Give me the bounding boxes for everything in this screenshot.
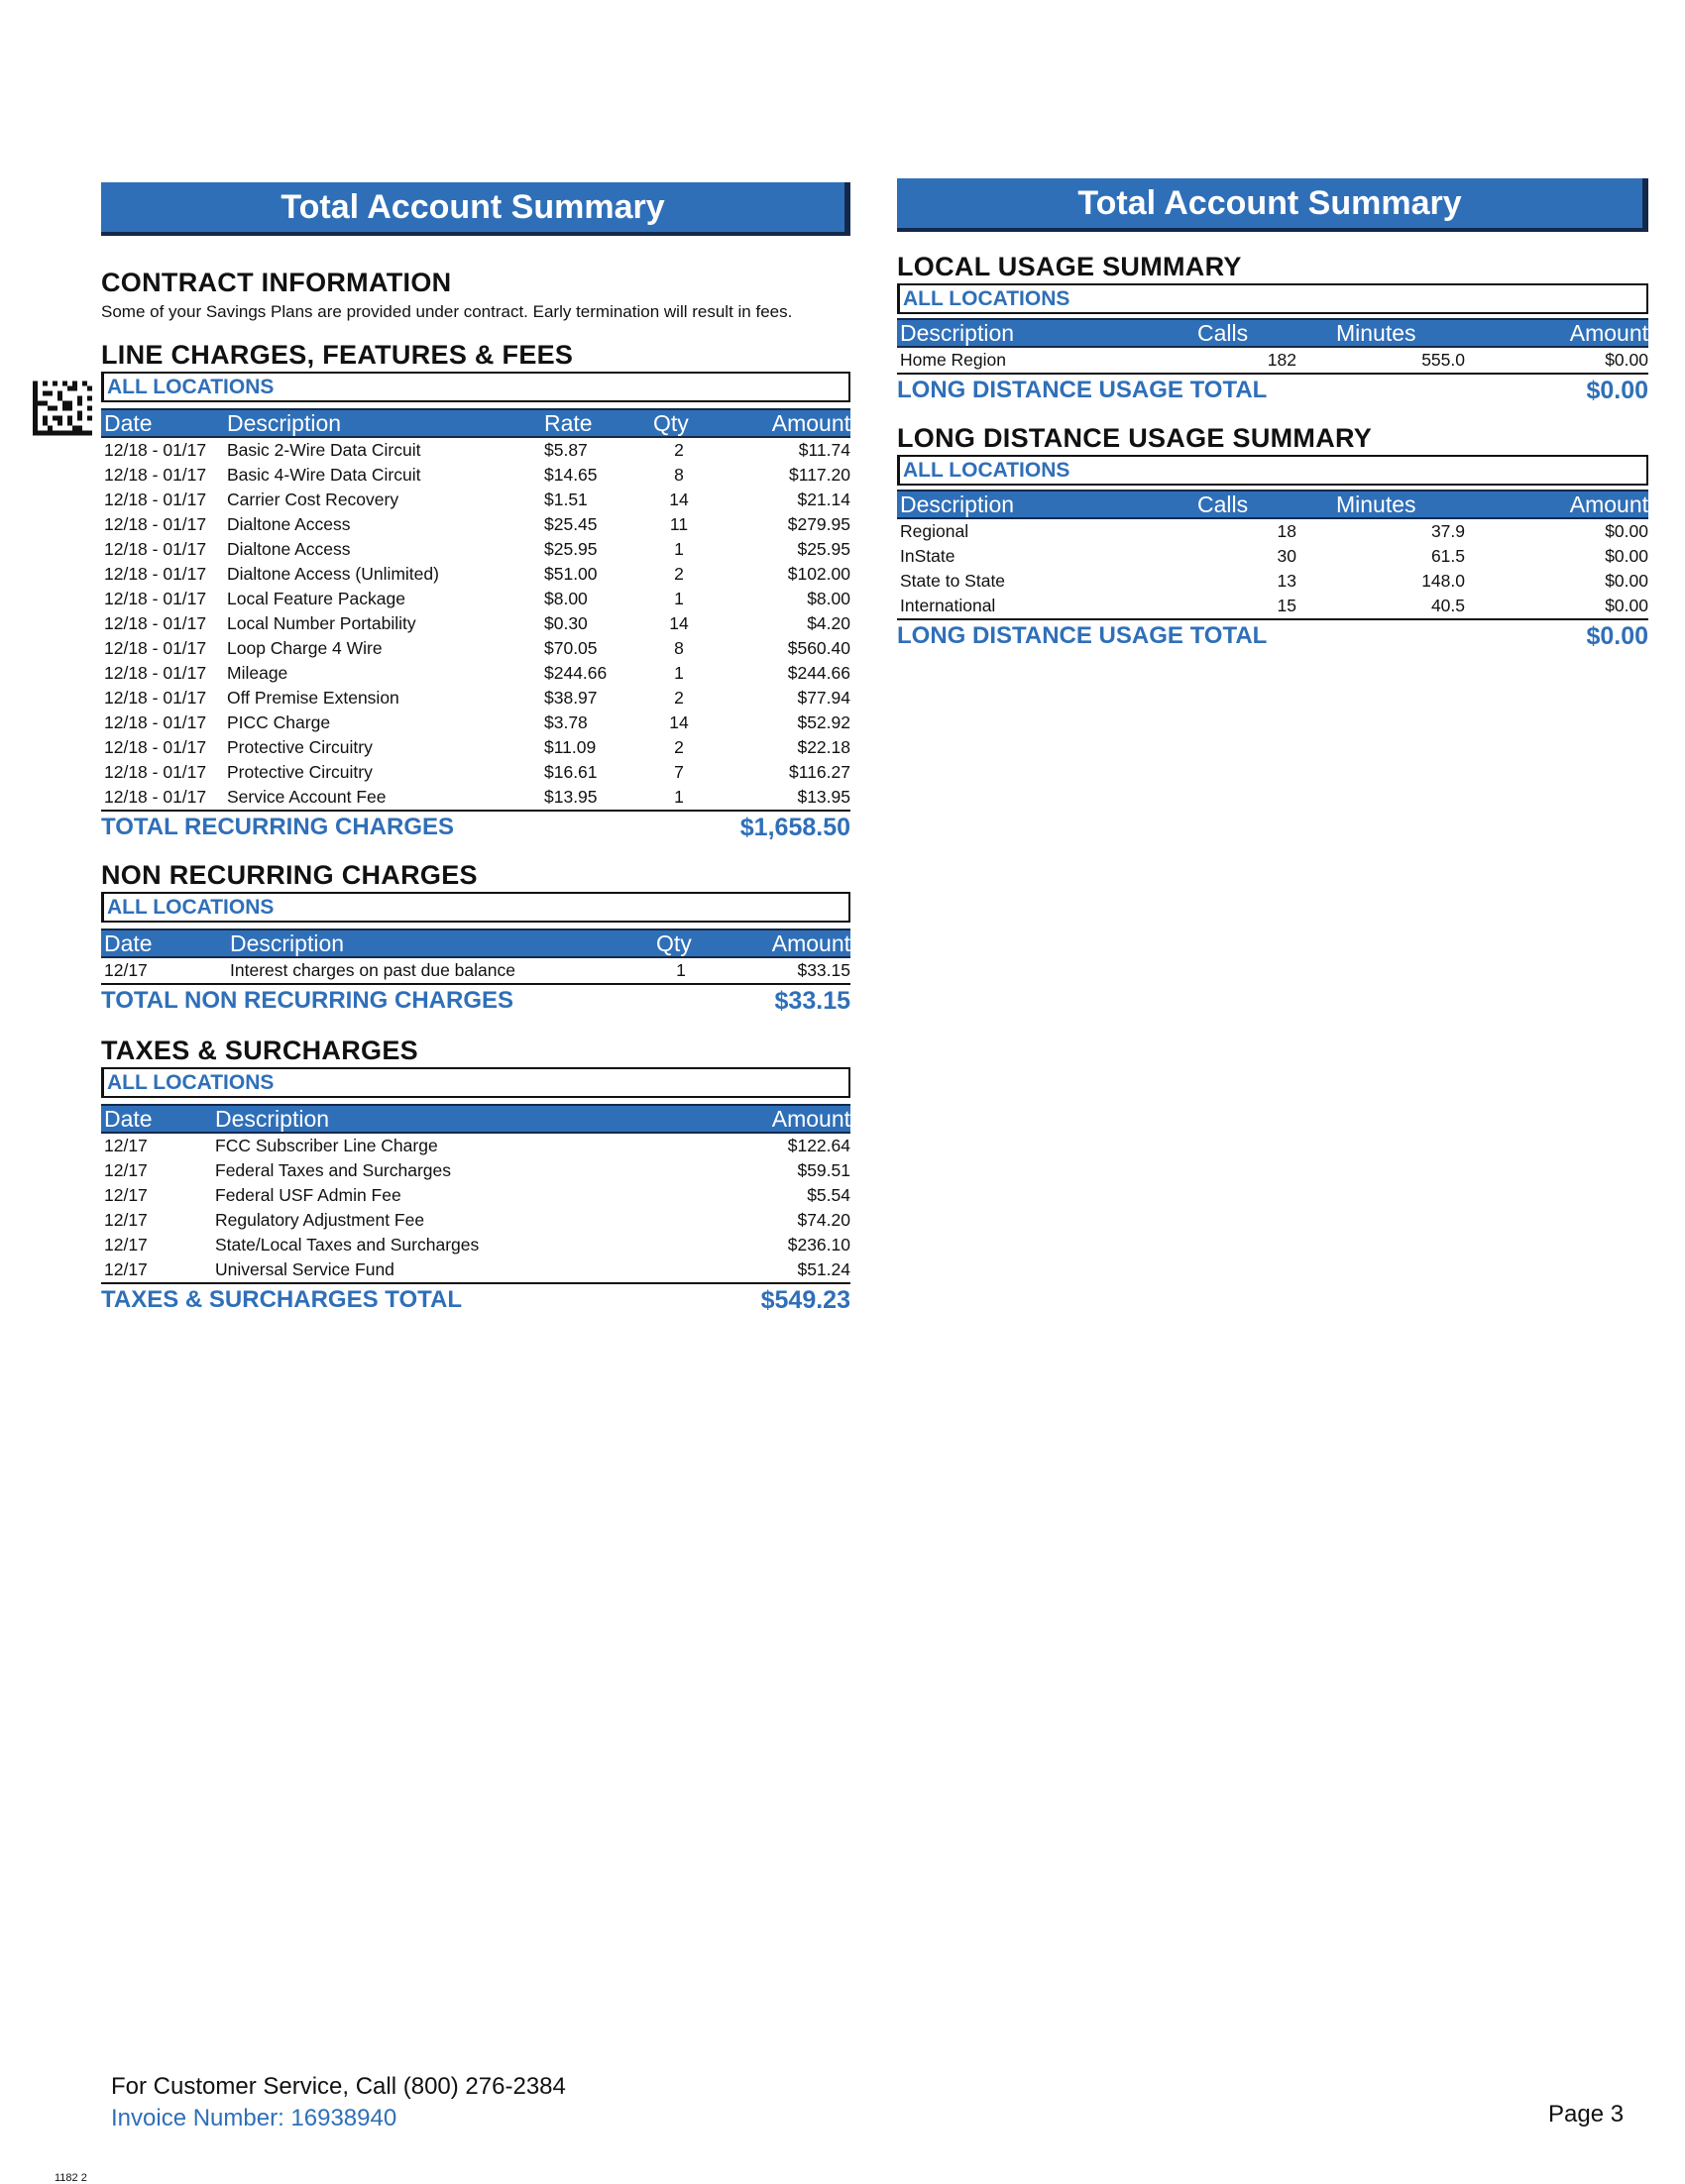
local-usage-header: [897, 318, 1648, 348]
cell-date: 12/18 - 01/17: [104, 539, 207, 559]
cell-description: Universal Service Fund: [215, 1259, 394, 1279]
header-minutes: Minutes: [1336, 491, 1416, 517]
table-row: [101, 1158, 850, 1183]
cell-amount: $74.20: [797, 1210, 850, 1230]
cell-calls: 182: [1267, 350, 1296, 370]
cell-date: 12/17: [104, 960, 148, 980]
total-amount: $33.15: [774, 987, 850, 1015]
long-distance-location: ALL LOCATIONS: [897, 455, 1648, 486]
cell-description: Carrier Cost Recovery: [227, 490, 399, 509]
cell-amount: $51.24: [797, 1259, 850, 1279]
cell-amount: $0.00: [1605, 521, 1648, 541]
cell-description: Basic 2-Wire Data Circuit: [227, 440, 421, 460]
cell-date: 12/17: [104, 1185, 148, 1205]
cell-date: 12/18 - 01/17: [104, 564, 207, 584]
cell-description: Dialtone Access: [227, 514, 351, 534]
cell-amount: $77.94: [797, 688, 850, 708]
cell-amount: $279.95: [787, 514, 850, 534]
local-usage-location: ALL LOCATIONS: [897, 283, 1648, 314]
cell-date: 12/18 - 01/17: [104, 638, 207, 658]
header-qty: Qty: [653, 410, 689, 436]
cell-rate: $16.61: [544, 762, 598, 782]
cell-amount: $33.15: [797, 960, 850, 980]
cell-date: 12/17: [104, 1136, 148, 1155]
header-amount: Amount: [1569, 491, 1648, 517]
table-row: [101, 710, 850, 735]
long-distance-total: [897, 621, 1648, 651]
header-amount: Amount: [1569, 320, 1648, 346]
contract-text: Some of your Savings Plans are provided under contract. Early termination will result in fees.: [101, 302, 793, 321]
cell-amount: $5.54: [807, 1185, 850, 1205]
cell-calls: 15: [1277, 596, 1296, 615]
cell-qty: 1: [674, 589, 684, 608]
cell-date: 12/18 - 01/17: [104, 688, 207, 708]
table-row: [101, 1257, 850, 1284]
cell-amount: $25.95: [797, 539, 850, 559]
cell-rate: $11.09: [544, 737, 597, 757]
datamatrix-barcode-icon: [33, 381, 92, 436]
total-label: TOTAL RECURRING CHARGES: [101, 814, 455, 840]
cell-description: InState: [900, 546, 955, 566]
cell-description: Federal USF Admin Fee: [215, 1185, 401, 1205]
cell-description: PICC Charge: [227, 712, 331, 732]
cell-date: 12/17: [104, 1210, 148, 1230]
cell-description: State/Local Taxes and Surcharges: [215, 1235, 480, 1255]
cell-description: State to State: [900, 571, 1006, 591]
cell-rate: $244.66: [544, 663, 608, 683]
table-row: [101, 686, 850, 710]
customer-service-line: For Customer Service, Call (800) 276-2384: [111, 2073, 566, 2100]
cell-minutes: 555.0: [1421, 350, 1465, 370]
cell-rate: $25.95: [544, 539, 598, 559]
cell-qty: 1: [674, 663, 684, 683]
cell-description: Dialtone Access (Unlimited): [227, 564, 439, 584]
cell-amount: $22.18: [797, 737, 850, 757]
cell-amount: $11.74: [798, 440, 850, 460]
table-row: [101, 488, 850, 512]
header-description: Description: [900, 491, 1015, 517]
cell-description: Basic 4-Wire Data Circuit: [227, 465, 421, 485]
cell-qty: 2: [674, 564, 684, 584]
cell-amount: $236.10: [787, 1235, 850, 1255]
cell-date: 12/18 - 01/17: [104, 514, 207, 534]
cell-qty: 2: [674, 440, 684, 460]
cell-description: International: [900, 596, 996, 615]
cell-description: Home Region: [900, 350, 1006, 370]
footer-code: 1182 2: [55, 2172, 87, 2184]
taxes-total: [101, 1285, 850, 1315]
cell-minutes: 37.9: [1430, 521, 1465, 541]
cell-amount: $21.14: [797, 490, 850, 509]
cell-date: 12/18 - 01/17: [104, 613, 207, 633]
cell-calls: 30: [1277, 546, 1296, 566]
cell-rate: $0.30: [544, 613, 588, 633]
cell-rate: $8.00: [544, 589, 588, 608]
cell-description: Protective Circuitry: [227, 737, 373, 757]
cell-amount: $0.00: [1605, 546, 1648, 566]
header-description: Description: [900, 320, 1015, 346]
total-label: LONG DISTANCE USAGE TOTAL: [897, 622, 1268, 649]
cell-date: 12/17: [104, 1259, 148, 1279]
cell-amount: $116.27: [789, 762, 850, 782]
cell-rate: $3.78: [544, 712, 588, 732]
cell-description: Dialtone Access: [227, 539, 351, 559]
cell-description: Service Account Fee: [227, 787, 387, 807]
cell-description: FCC Subscriber Line Charge: [215, 1136, 438, 1155]
total-amount: $549.23: [760, 1286, 850, 1314]
cell-description: Mileage: [227, 663, 288, 683]
invoice-number: Invoice Number: 16938940: [111, 2105, 397, 2131]
table-row: [101, 958, 850, 985]
table-row: [101, 463, 850, 488]
header-amount: Amount: [771, 1106, 850, 1132]
cell-date: 12/18 - 01/17: [104, 787, 207, 807]
cell-rate: $1.51: [544, 490, 588, 509]
contract-title: CONTRACT INFORMATION: [101, 268, 452, 297]
header-description: Description: [215, 1106, 330, 1132]
table-row: [101, 1183, 850, 1208]
cell-description: Protective Circuitry: [227, 762, 373, 782]
cell-amount: $117.20: [789, 465, 850, 485]
cell-calls: 13: [1277, 571, 1296, 591]
header-qty: Qty: [656, 930, 692, 956]
cell-amount: $4.20: [807, 613, 850, 633]
cell-amount: $102.00: [787, 564, 850, 584]
line-charges-title: LINE CHARGES, FEATURES & FEES: [101, 340, 574, 370]
cell-rate: $51.00: [544, 564, 598, 584]
local-usage-rows: [897, 348, 1648, 375]
cell-qty: 2: [674, 737, 684, 757]
cell-rate: $70.05: [544, 638, 598, 658]
cell-date: 12/18 - 01/17: [104, 737, 207, 757]
cell-amount: $244.66: [787, 663, 850, 683]
cell-qty: 8: [674, 465, 684, 485]
cell-amount: $0.00: [1605, 571, 1648, 591]
taxes-header: [101, 1104, 850, 1134]
table-row: [101, 636, 850, 661]
long-distance-header: [897, 490, 1648, 519]
cell-amount: $122.64: [787, 1136, 850, 1155]
non-recurring-rows: [101, 958, 850, 985]
table-row: [897, 569, 1648, 594]
cell-date: 12/17: [104, 1235, 148, 1255]
header-minutes: Minutes: [1336, 320, 1416, 346]
cell-amount: $0.00: [1605, 596, 1648, 615]
line-charges-location: ALL LOCATIONS: [101, 372, 850, 402]
cell-rate: $5.87: [544, 440, 588, 460]
line-charges-rows: [101, 438, 850, 812]
cell-description: Local Number Portability: [227, 613, 416, 633]
cell-date: 12/18 - 01/17: [104, 762, 207, 782]
table-row: [101, 1233, 850, 1257]
table-row: [101, 611, 850, 636]
cell-description: Interest charges on past due balance: [230, 960, 515, 980]
table-row: [101, 661, 850, 686]
cell-qty: 7: [674, 762, 684, 782]
local-usage-total: [897, 376, 1648, 405]
non-recurring-title: NON RECURRING CHARGES: [101, 860, 478, 890]
table-row: [897, 544, 1648, 569]
right-banner: Total Account Summary: [897, 178, 1648, 232]
cell-amount: $13.95: [797, 787, 850, 807]
line-charges-header: [101, 408, 850, 438]
total-amount: $0.00: [1586, 622, 1648, 650]
cell-amount: $560.40: [787, 638, 850, 658]
cell-rate: $13.95: [544, 787, 598, 807]
header-description: Description: [230, 930, 345, 956]
cell-description: Local Feature Package: [227, 589, 405, 608]
non-recurring-total: [101, 986, 850, 1016]
cell-minutes: 61.5: [1430, 546, 1465, 566]
table-row: [101, 1208, 850, 1233]
header-calls: Calls: [1197, 320, 1249, 346]
cell-qty: 1: [674, 787, 684, 807]
table-row: [897, 348, 1648, 375]
cell-date: 12/17: [104, 1160, 148, 1180]
cell-qty: 14: [669, 490, 689, 509]
cell-calls: 18: [1277, 521, 1296, 541]
cell-amount: $0.00: [1605, 350, 1648, 370]
cell-amount: $8.00: [807, 589, 850, 608]
header-rate: Rate: [544, 410, 593, 436]
total-label: TOTAL NON RECURRING CHARGES: [101, 987, 514, 1014]
cell-rate: $38.97: [544, 688, 598, 708]
taxes-rows: [101, 1134, 850, 1284]
line-charges-total: [101, 813, 850, 842]
cell-amount: $52.92: [797, 712, 850, 732]
cell-date: 12/18 - 01/17: [104, 465, 207, 485]
table-row: [101, 537, 850, 562]
table-row: [897, 519, 1648, 544]
right-column: [897, 178, 1648, 651]
table-row: [101, 562, 850, 587]
total-amount: $1,658.50: [739, 814, 850, 841]
header-calls: Calls: [1197, 491, 1249, 517]
cell-qty: 8: [674, 638, 684, 658]
cell-qty: 14: [669, 613, 689, 633]
left-banner: Total Account Summary: [101, 182, 850, 236]
header-description: Description: [227, 410, 342, 436]
taxes-location: ALL LOCATIONS: [101, 1067, 850, 1098]
cell-date: 12/18 - 01/17: [104, 589, 207, 608]
table-row: [101, 785, 850, 812]
total-label: TAXES & SURCHARGES TOTAL: [101, 1286, 463, 1313]
cell-qty: 1: [674, 539, 684, 559]
cell-date: 12/18 - 01/17: [104, 663, 207, 683]
cell-qty: 1: [676, 960, 686, 980]
cell-minutes: 40.5: [1430, 596, 1465, 615]
cell-description: Regional: [900, 521, 969, 541]
cell-rate: $25.45: [544, 514, 598, 534]
taxes-title: TAXES & SURCHARGES: [101, 1036, 418, 1065]
cell-qty: 2: [674, 688, 684, 708]
cell-description: Off Premise Extension: [227, 688, 399, 708]
cell-qty: 14: [669, 712, 689, 732]
cell-rate: $14.65: [544, 465, 598, 485]
table-row: [101, 1134, 850, 1158]
total-amount: $0.00: [1586, 377, 1648, 404]
table-row: [101, 512, 850, 537]
long-distance-title: LONG DISTANCE USAGE SUMMARY: [897, 423, 1373, 453]
header-date: Date: [104, 1106, 153, 1132]
total-label: LONG DISTANCE USAGE TOTAL: [897, 377, 1268, 403]
cell-description: Loop Charge 4 Wire: [227, 638, 383, 658]
header-date: Date: [104, 930, 153, 956]
cell-description: Regulatory Adjustment Fee: [215, 1210, 425, 1230]
cell-date: 12/18 - 01/17: [104, 440, 207, 460]
table-row: [101, 587, 850, 611]
table-row: [101, 438, 850, 463]
non-recurring-location: ALL LOCATIONS: [101, 892, 850, 923]
table-row: [897, 594, 1648, 620]
cell-description: Federal Taxes and Surcharges: [215, 1160, 452, 1180]
table-row: [101, 760, 850, 785]
local-usage-title: LOCAL USAGE SUMMARY: [897, 252, 1242, 281]
header-date: Date: [104, 410, 153, 436]
cell-qty: 11: [669, 514, 689, 534]
cell-date: 12/18 - 01/17: [104, 712, 207, 732]
cell-amount: $59.51: [797, 1160, 850, 1180]
page-number: Page 3: [1548, 2101, 1625, 2128]
long-distance-rows: [897, 519, 1648, 620]
table-row: [101, 735, 850, 760]
non-recurring-header: [101, 928, 850, 958]
header-amount: Amount: [771, 930, 850, 956]
cell-minutes: 148.0: [1421, 571, 1465, 591]
header-amount: Amount: [771, 410, 850, 436]
cell-date: 12/18 - 01/17: [104, 490, 207, 509]
left-column: [101, 182, 850, 1315]
